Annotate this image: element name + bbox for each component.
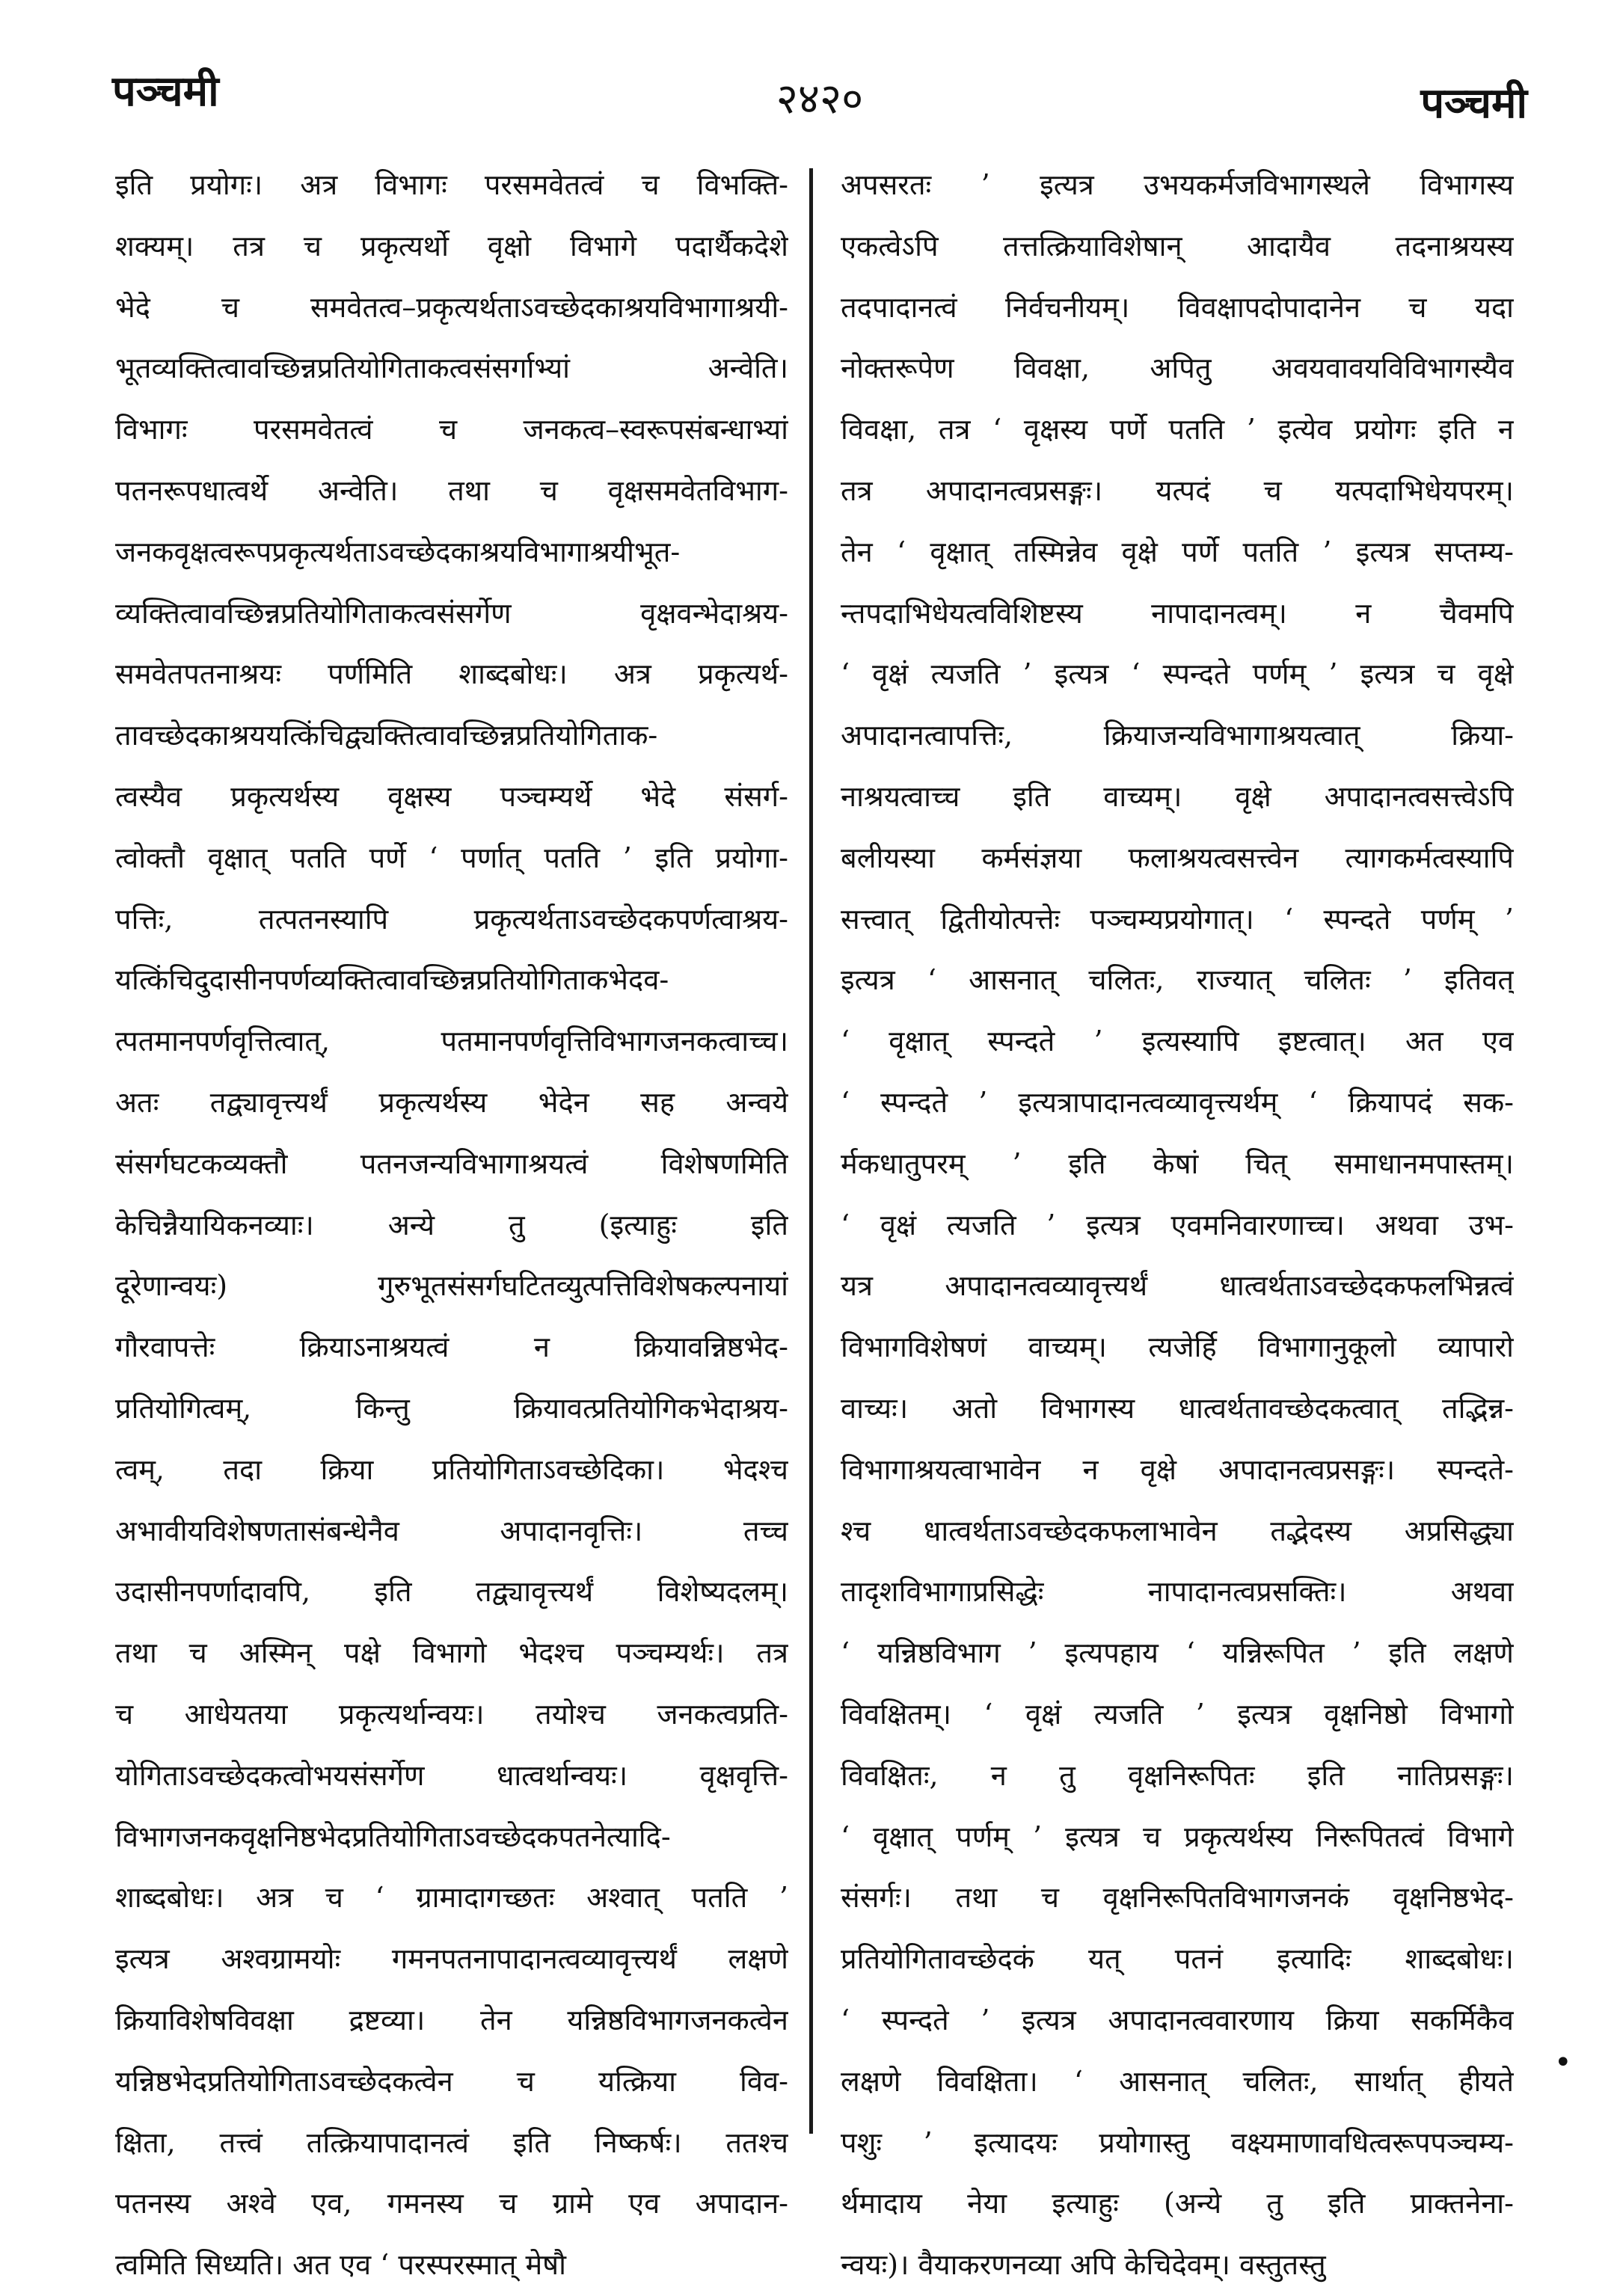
- page-number: २४२०: [776, 75, 864, 123]
- text-line: विभागजनकवृक्षनिष्ठभेदप्रतियोगिताऽवच्छेदकपतनेत्यादि-: [115, 1820, 671, 1853]
- text-line: पत्तिः, तत्पतनस्यापि प्रकृत्यर्थताऽवच्छेदकपर्णत्वाश्रय-: [115, 902, 788, 936]
- text-line: शाब्दबोधः। अत्र च ‘ ग्रामादागच्छतः अश्वात् पतति ’: [115, 1881, 788, 1915]
- text-line: बलीयस्या कर्मसंज्ञया फलाश्रयत्वसत्त्वेन त्यागकर्मत्वस्यापि: [841, 841, 1514, 874]
- text-line: तदपादानत्वं निर्वचनीयम्। विवक्षापदोपादानेन च यदा: [841, 290, 1514, 324]
- text-line: केचिन्नैयायिकनव्याः। अन्ये तु (इत्याहुः इति: [115, 1208, 788, 1241]
- text-line: इत्यत्र ‘ आसनात् चलितः, राज्यात् चलितः ’ इतिवत्: [841, 963, 1514, 997]
- text-line: यन्निष्ठभेदप्रतियोगिताऽवच्छेदकत्वेन च यत्क्रिया विव-: [115, 2064, 788, 2098]
- text-line: ‘ वृक्षं त्यजति ’ इत्यत्र एवमनिवारणाच्च। अथवा उभ-: [841, 1208, 1514, 1241]
- left-column: [115, 155, 788, 2296]
- text-line: क्रियाविशेषविवक्षा द्रष्टव्या। तेन यन्निष्ठविभागजनकत्वेन: [115, 2003, 788, 2036]
- text-line: इति प्रयोगः। अत्र विभागः परसमवेतत्वं च विभक्ति-: [115, 168, 788, 201]
- text-line: र्थमादाय नेया इत्याहुः (अन्ये तु इति प्राक्तनेना-: [841, 2187, 1514, 2220]
- text-line: र्मकधातुपरम् ’ इति केषां चित् समाधानमपास्तम्।: [841, 1147, 1514, 1180]
- text-line: उदासीनपर्णादावपि, इति तद्व्यावृत्त्यर्थं विशेष्यदलम्।: [115, 1575, 788, 1609]
- text-line: ‘ वृक्षं त्यजति ’ इत्यत्र ‘ स्पन्दते पर्णम् ’ इत्यत्र च वृक्षे: [841, 657, 1514, 691]
- text-line: ‘ वृक्षात् स्पन्दते ’ इत्यस्यापि इष्टत्वात्। अत एव: [841, 1025, 1514, 1058]
- text-line: क्षिता, तत्त्वं तत्क्रियापादानत्वं इति निष्कर्षः। ततश्च: [115, 2125, 788, 2159]
- text-line: विवक्षा, तत्र ‘ वृक्षस्य पर्णे पतति ’ इत्येव प्रयोगः इति न: [841, 413, 1514, 446]
- text-line: विवक्षितः, न तु वृक्षनिरूपितः इति नातिप्रसङ्गः।: [841, 1758, 1514, 1792]
- text-line: संसर्गघटकव्यक्तौ पतनजन्यविभागाश्रयत्वं विशेषणमिति: [115, 1147, 788, 1180]
- text-line: प्रतियोगितावच्छेदकं यत् पतनं इत्यादिः शाब्दबोधः।: [841, 1942, 1514, 1976]
- page-header: [112, 61, 1527, 144]
- text-line: पतनस्य अश्वे एव, गमनस्य च ग्रामे एव अपादान-: [115, 2187, 788, 2220]
- text-line: ‘ स्पन्दते ’ इत्यत्रापादानत्वव्यावृत्त्यर्थम् ‘ क्रियापदं सक-: [841, 1085, 1514, 1119]
- text-line: अभावीयविशेषणतासंबन्धेनैव अपादानवृत्तिः। तच्च: [115, 1514, 788, 1547]
- text-line: पशुः ’ इत्यादयः प्रयोगास्तु वक्ष्यमाणावधित्वरूपपञ्चम्य-: [841, 2125, 1514, 2159]
- stray-mark: •: [1554, 2045, 1572, 2080]
- text-line: समवेतपतनाश्रयः पर्णमिति शाब्दबोधः। अत्र प्रकृत्यर्थ-: [115, 657, 788, 691]
- text-line: वाच्यः। अतो विभागस्य धात्वर्थतावच्छेदकत्वात् तद्भिन्न-: [841, 1391, 1514, 1425]
- right-column: [841, 155, 1514, 2296]
- text-line: ‘ स्पन्दते ’ इत्यत्र अपादानत्ववारणाय क्रिया सकर्मिकैव: [841, 2003, 1514, 2036]
- text-line: नोक्तरूपेण विवक्षा, अपितु अवयवावयविविभागस्यैव: [841, 352, 1514, 385]
- text-line: व्यक्तित्वावच्छिन्नप्रतियोगिताकत्वसंसर्गेण वृक्षवन्भेदाश्रय-: [115, 596, 788, 630]
- text-line: विभागविशेषणं वाच्यम्। त्यजेर्हि विभागानुकूलो व्यापारो: [841, 1330, 1514, 1364]
- text-line: यत्किंचिदुदासीनपर्णव्यक्तित्वावच्छिन्नप्रतियोगिताकभेदव-: [115, 963, 669, 997]
- text-line: विवक्षितम्। ‘ वृक्षं त्यजति ’ इत्यत्र वृक्षनिष्ठो विभागो: [841, 1697, 1514, 1731]
- text-line: तादृशविभागाप्रसिद्धेः नापादानत्वप्रसक्तिः। अथवा: [841, 1575, 1514, 1609]
- text-line: सत्त्वात् द्वितीयोत्पत्तेः पञ्चम्यप्रयोगात्। ‘ स्पन्दते पर्णम् ’: [841, 902, 1514, 936]
- text-line: दूरेणान्वयः) गुरुभूतसंसर्गघटितव्युत्पत्तिविशेषकल्पनायां: [115, 1269, 788, 1303]
- text-line: त्वम्, तदा क्रिया प्रतियोगिताऽवच्छेदिका। भेदश्च: [115, 1452, 788, 1486]
- text-line: च आधेयतया प्रकृत्यर्थान्वयः। तयोश्च जनकत्वप्रति-: [115, 1697, 788, 1731]
- text-line: शक्यम्। तत्र च प्रकृत्यर्थो वृक्षो विभागे पदार्थैकदेशे: [115, 229, 788, 263]
- text-line: तावच्छेदकाश्रययत्किंचिद्व्यक्तित्वावच्छिन्नप्रतियोगिताक-: [115, 719, 658, 752]
- text-line: भेदे च समवेतत्व–प्रकृत्यर्थताऽवच्छेदकाश्रयविभागाश्रयी-: [115, 290, 788, 324]
- text-line: श्च धात्वर्थताऽवच्छेदकफलाभावेन तद्भेदस्य अप्रसिद्ध्या: [841, 1514, 1514, 1547]
- text-line: भूतव्यक्तित्वावच्छिन्नप्रतियोगिताकत्वसंसर्गाभ्यां अन्वेति।: [115, 352, 788, 385]
- text-line: अपादानत्वापत्तिः, क्रियाजन्यविभागाश्रयत्वात् क्रिया-: [841, 719, 1514, 752]
- text-line: विभागाश्रयत्वाभावेन न वृक्षे अपादानत्वप्रसङ्गः। स्पन्दते-: [841, 1452, 1514, 1486]
- text-line: तथा च अस्मिन् पक्षे विभागो भेदश्च पञ्चम्यर्थः। तत्र: [115, 1636, 788, 1670]
- text-line: अतः तद्व्यावृत्त्यर्थं प्रकृत्यर्थस्य भेदेन सह अन्वये: [115, 1085, 788, 1119]
- text-line: एकत्वेऽपि तत्तत्क्रियाविशेषान् आदायैव तदनाश्रयस्य: [841, 229, 1514, 263]
- text-line: प्रतियोगित्वम्, किन्तु क्रियावत्प्रतियोगिकभेदाश्रय-: [115, 1391, 788, 1425]
- column-divider: [809, 168, 813, 2134]
- text-line: लक्षणे विवक्षिता। ‘ आसनात् चलितः, सार्थात् हीयते: [841, 2064, 1514, 2098]
- text-line: पतनरूपधात्वर्थे अन्वेति। तथा च वृक्षसमवेतविभाग-: [115, 473, 788, 507]
- text-line: जनकवृक्षत्वरूपप्रकृत्यर्थताऽवच्छेदकाश्रयविभागाश्रयीभूत-: [115, 535, 681, 568]
- text-line: योगिताऽवच्छेदकत्वोभयसंसर्गेण धात्वर्थान्वयः। वृक्षवृत्ति-: [115, 1758, 788, 1792]
- text-line: अपसरतः ’ इत्यत्र उभयकर्मजविभागस्थले विभागस्य: [841, 168, 1514, 201]
- text-line: तेन ‘ वृक्षात् तस्मिन्नेव वृक्षे पर्णे पतति ’ इत्यत्र सप्तम्य-: [841, 535, 1514, 568]
- text-line: नाश्रयत्वाच्च इति वाच्यम्। वृक्षे अपादानत्वसत्त्वेऽपि: [841, 779, 1514, 813]
- text-line: त्वस्यैव प्रकृत्यर्थस्य वृक्षस्य पञ्चम्यर्थे भेदे संसर्ग-: [115, 779, 788, 813]
- text-line: त्वमिति सिध्यति। अत एव ‘ परस्परस्मात् मेषौ: [115, 2248, 566, 2282]
- text-line: न्वयः)। वैयाकरणनव्या अपि केचिदेवम्। वस्तुतस्तु: [841, 2248, 1326, 2282]
- text-line: संसर्गः। तथा च वृक्षनिरूपितविभागजनकं वृक्षनिष्ठभेद-: [841, 1881, 1514, 1915]
- text-line: यत्र अपादानत्वव्यावृत्त्यर्थं धात्वर्थताऽवच्छेदकफलभिन्नत्वं: [841, 1269, 1514, 1303]
- text-line: ‘ वृक्षात् पर्णम् ’ इत्यत्र च प्रकृत्यर्थस्य निरूपितत्वं विभागे: [841, 1820, 1514, 1853]
- text-line: इत्यत्र अश्वग्रामयोः गमनपतनापादानत्वव्यावृत्त्यर्थं लक्षणे: [115, 1942, 788, 1976]
- text-line: न्तपदाभिधेयत्वविशिष्टस्य नापादानत्वम्। न चैवमपि: [841, 596, 1514, 630]
- header-left-word: पञ्चमी: [112, 67, 219, 116]
- header-right-word: पञ्चमी: [1420, 79, 1527, 128]
- text-line: तत्र अपादानत्वप्रसङ्गः। यत्पदं च यत्पदाभिधेयपरम्।: [841, 473, 1514, 507]
- text-line: विभागः परसमवेतत्वं च जनकत्व–स्वरूपसंबन्धाभ्यां: [115, 413, 788, 446]
- text-line: ‘ यन्निष्ठविभाग ’ इत्यपहाय ‘ यन्निरूपित ’ इति लक्षणे: [841, 1636, 1514, 1670]
- text-line: गौरवापत्तेः क्रियाऽनाश्रयत्वं न क्रियावन्निष्ठभेद-: [115, 1330, 788, 1364]
- text-line: त्वोक्तौ वृक्षात् पतति पर्णे ‘ पर्णात् पतति ’ इति प्रयोगा-: [115, 841, 788, 874]
- text-line: त्पतमानपर्णवृत्तित्वात्, पतमानपर्णवृत्तिविभागजनकत्वाच्च।: [115, 1025, 788, 1058]
